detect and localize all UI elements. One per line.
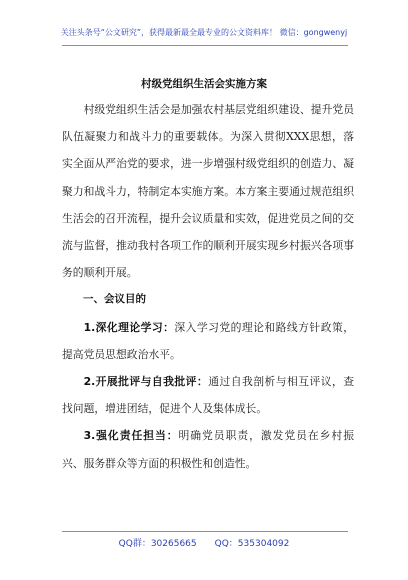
- footer-contact: [0, 536, 408, 549]
- footer-qq-group: QQ群：30265665: [118, 539, 197, 549]
- purpose-item-3-text: 明确党员职责，激发党员在乡村振兴、服务群众等方面的积极性和创造性。: [62, 429, 354, 470]
- section-heading-purpose: 一、会议目的: [83, 293, 146, 306]
- footer-qq: QQ：535304092: [214, 539, 290, 549]
- header-divider: [62, 45, 348, 46]
- document-title: 村级党组织生活会实施方案: [141, 78, 267, 90]
- footer-divider: [62, 531, 348, 532]
- purpose-item-2-label: 2.开展批评与自我批评：: [83, 375, 209, 389]
- purpose-item-1-text: 深入学习党的理论和路线方针政策，提高党员思想政治水平。: [62, 320, 354, 361]
- intro-paragraph: 村级党组织生活会是加强农村基层党组织建设、提升党员队伍凝聚力和战斗力的重要载体。为深入贯彻XXX思想，落实全面从严治党的要求，进一步增强村级党组织的创造力、凝聚力和战斗力，特制定本实施方案。本方案主要通过规范组织生活会的召开流程，提升会议质量和实效，促进党员之间的交流与监督，推动我村各项工作的顺利开展实现乡村振兴各项事务的顺利开展。: [62, 103, 354, 280]
- purpose-item-1: [62, 314, 354, 368]
- purpose-item-1-label: 1.深化理论学习：: [83, 320, 175, 334]
- purpose-item-3-label: 3.强化责任担当：: [83, 429, 179, 443]
- document-body: [62, 96, 354, 477]
- purpose-item-2: [62, 368, 354, 422]
- purpose-item-3: [62, 422, 354, 476]
- purpose-item-2-text: 通过自我剖析与相互评议，查找问题，增进团结，促进个人及集体成长。: [62, 375, 354, 416]
- header-banner: 关注头条号“公文研究”，获得最新最全最专业的公文资料库！ 微信：gongwenyj: [60, 28, 348, 37]
